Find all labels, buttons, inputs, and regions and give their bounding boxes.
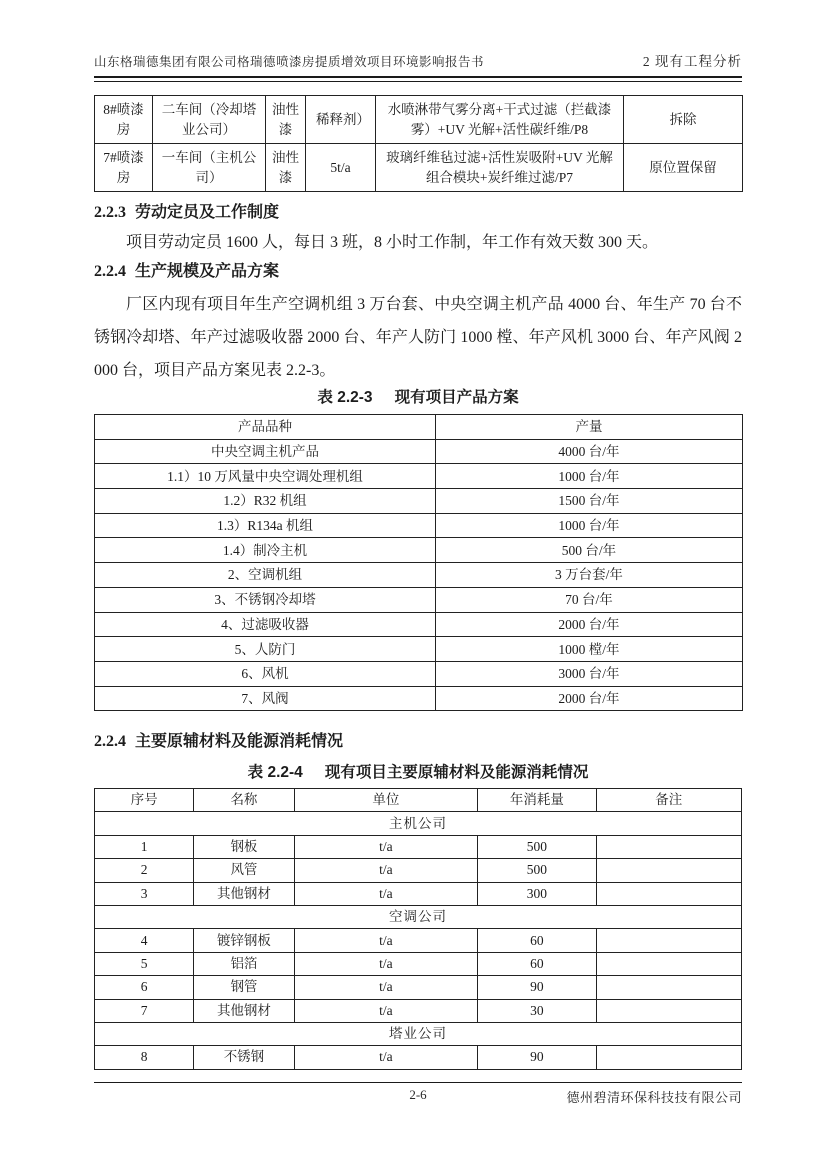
table-row (95, 563, 743, 588)
table-row (95, 464, 743, 489)
table-row (95, 859, 742, 882)
table-cell: 2 (95, 859, 194, 882)
table-cell (596, 976, 741, 999)
section-number: 2.2.4 (94, 263, 126, 280)
table-row (95, 538, 743, 563)
table-cell: 60 (478, 952, 596, 975)
table-cell: 2、空调机组 (95, 563, 436, 588)
table-cell: 3 (95, 882, 194, 905)
table-cell (596, 999, 741, 1022)
table-cell (596, 835, 741, 858)
table-cell: t/a (294, 835, 478, 858)
table-cell: 1.4）制冷主机 (95, 538, 436, 563)
table-cell: 其他钢材 (194, 999, 294, 1022)
table-cell: 70 台/年 (436, 587, 743, 612)
table-cell: 3000 台/年 (436, 661, 743, 686)
table-cell (596, 882, 741, 905)
table-cell: t/a (294, 952, 478, 975)
table-cell: 4、过滤吸收器 (95, 612, 436, 637)
company-group-cell: 塔业公司 (95, 1022, 742, 1045)
company-group-cell: 空调公司 (95, 905, 742, 928)
header-rule (94, 76, 742, 82)
page-footer (94, 1087, 742, 1107)
table-title: 现有项目产品方案 (394, 389, 519, 406)
column-header: 单位 (294, 789, 478, 812)
table-cell: 3、不锈钢冷却塔 (95, 587, 436, 612)
table-cell: 风管 (194, 859, 294, 882)
company-group-cell: 主机公司 (95, 812, 742, 835)
materials-table (94, 788, 742, 1070)
table-row (95, 612, 743, 637)
table-cell: t/a (294, 882, 478, 905)
table-row (95, 513, 743, 538)
table-cell: 4 (95, 929, 194, 952)
table-cell: t/a (294, 929, 478, 952)
table-cell: 原位置保留 (624, 144, 743, 192)
header-left-title: 山东格瑞德集团有限公司格瑞德喷漆房提质增效项目环境影响报告书 (94, 55, 485, 69)
table-cell: 90 (478, 976, 596, 999)
table-row (95, 96, 743, 144)
table-row (95, 661, 743, 686)
section-title: 主要原辅材料及能源消耗情况 (135, 733, 344, 750)
footer-company-name: 德州碧清环保科技技有限公司 (566, 1090, 742, 1105)
header-chapter-label: 2 现有工程分析 (642, 54, 742, 69)
column-header: 产量 (436, 415, 743, 440)
table-cell: 1.1）10 万风量中央空调处理机组 (95, 464, 436, 489)
table-cell: 300 (478, 882, 596, 905)
table-cell: 其他钢材 (194, 882, 294, 905)
products-table (94, 414, 743, 711)
column-header: 备注 (596, 789, 741, 812)
table-cell: 7、风阀 (95, 686, 436, 711)
table-cell: 2000 台/年 (436, 612, 743, 637)
table-row (95, 1022, 742, 1045)
table-cell: t/a (294, 859, 478, 882)
table-cell: 2000 台/年 (436, 686, 743, 711)
column-header: 名称 (194, 789, 294, 812)
table-cell: 500 (478, 859, 596, 882)
section-heading-224b (94, 728, 742, 750)
table-row (95, 952, 742, 975)
table-cell: 8#喷漆房 (95, 96, 153, 144)
table-cell: t/a (294, 999, 478, 1022)
table-number-label: 表 2.2-4 (247, 764, 303, 781)
section-number: 2.2.3 (94, 204, 126, 221)
products-table-caption (94, 385, 742, 407)
production-scale-paragraph: 厂区内现有项目年生产空调机组 3 万台套、中央空调主机产品 4000 台、年生产 70 台不锈钢冷却塔、年产过滤吸收器 2000 台、年产人防门 1000 樘、年产风机 3000 台、年产风阀 2000 台，项目产品方案见表 2.2-3。 (94, 296, 742, 379)
table-cell (596, 1046, 741, 1069)
table-cell (596, 952, 741, 975)
column-header: 序号 (95, 789, 194, 812)
table-cell: 镀锌钢板 (194, 929, 294, 952)
table-row (95, 976, 742, 999)
table-row (95, 489, 743, 514)
table-cell: 90 (478, 1046, 596, 1069)
table-cell: 稀释剂） (306, 96, 376, 144)
table-cell: 4000 台/年 (436, 439, 743, 464)
table-cell: 60 (478, 929, 596, 952)
materials-table-body (95, 789, 742, 1070)
table-row (95, 637, 743, 662)
table-cell: 1 (95, 835, 194, 858)
table-number-label: 表 2.2-3 (317, 389, 373, 406)
table-cell: 1500 台/年 (436, 489, 743, 514)
table-cell: 1.3）R134a 机组 (95, 513, 436, 538)
table-title: 现有项目主要原辅材料及能源消耗情况 (324, 764, 589, 781)
table-cell: 5t/a (306, 144, 376, 192)
table-row (95, 835, 742, 858)
paint-booth-table (94, 95, 743, 192)
table-cell: 玻璃纤维毡过滤+活性炭吸附+UV 光解组合模块+炭纤维过滤/P7 (376, 144, 624, 192)
table-header-row (95, 789, 742, 812)
page-header (94, 50, 742, 72)
labor-paragraph: 项目劳动定员 1600 人，每日 3 班，8 小时工作制，年工作有效天数 300 天。 (126, 234, 659, 251)
table-cell: 7#喷漆房 (95, 144, 153, 192)
table-cell: 钢板 (194, 835, 294, 858)
section-title: 生产规模及产品方案 (135, 263, 280, 280)
page-number: 2-6 (409, 1087, 427, 1102)
table-row (95, 686, 743, 711)
section-heading-223 (94, 199, 742, 221)
table-row (95, 929, 742, 952)
table-cell: 500 (478, 835, 596, 858)
table-cell: 一车间（主机公司） (153, 144, 266, 192)
table-cell: 铝箔 (194, 952, 294, 975)
table-cell: 油性漆 (266, 96, 306, 144)
section-number: 2.2.4 (94, 733, 126, 750)
table-cell: 3 万台套/年 (436, 563, 743, 588)
table-row (95, 812, 742, 835)
table-cell: 1000 台/年 (436, 464, 743, 489)
table-cell: 8 (95, 1046, 194, 1069)
table-cell: 30 (478, 999, 596, 1022)
table-cell: 水喷淋带气雾分离+干式过滤（拦截漆雾）+UV 光解+活性碳纤维/P8 (376, 96, 624, 144)
table-cell: 5 (95, 952, 194, 975)
column-header: 年消耗量 (478, 789, 596, 812)
table-cell: t/a (294, 976, 478, 999)
table-cell: 6、风机 (95, 661, 436, 686)
footer-rule (94, 1082, 742, 1083)
table-cell: t/a (294, 1046, 478, 1069)
table-cell: 油性漆 (266, 144, 306, 192)
table-cell: 不锈钢 (194, 1046, 294, 1069)
table-cell: 1.2）R32 机组 (95, 489, 436, 514)
table-row (95, 439, 743, 464)
table-row (95, 882, 742, 905)
table-cell: 1000 樘/年 (436, 637, 743, 662)
table-cell: 5、人防门 (95, 637, 436, 662)
table-row (95, 144, 743, 192)
table-header-row (95, 415, 743, 440)
paint-booth-table-body (95, 96, 743, 192)
section-title: 劳动定员及工作制度 (135, 204, 280, 221)
table-cell: 钢管 (194, 976, 294, 999)
section-heading-224a (94, 258, 742, 280)
table-row (95, 587, 743, 612)
table-cell: 中央空调主机产品 (95, 439, 436, 464)
products-table-body (95, 415, 743, 711)
table-cell: 1000 台/年 (436, 513, 743, 538)
table-cell: 6 (95, 976, 194, 999)
table-cell (596, 929, 741, 952)
table-cell: 500 台/年 (436, 538, 743, 563)
table-row (95, 999, 742, 1022)
materials-table-caption (94, 760, 742, 782)
table-cell: 拆除 (624, 96, 743, 144)
table-cell: 7 (95, 999, 194, 1022)
table-cell (596, 859, 741, 882)
column-header: 产品品种 (95, 415, 436, 440)
table-row (95, 1046, 742, 1069)
table-cell: 二车间（冷却塔业公司） (153, 96, 266, 144)
table-row (95, 905, 742, 928)
